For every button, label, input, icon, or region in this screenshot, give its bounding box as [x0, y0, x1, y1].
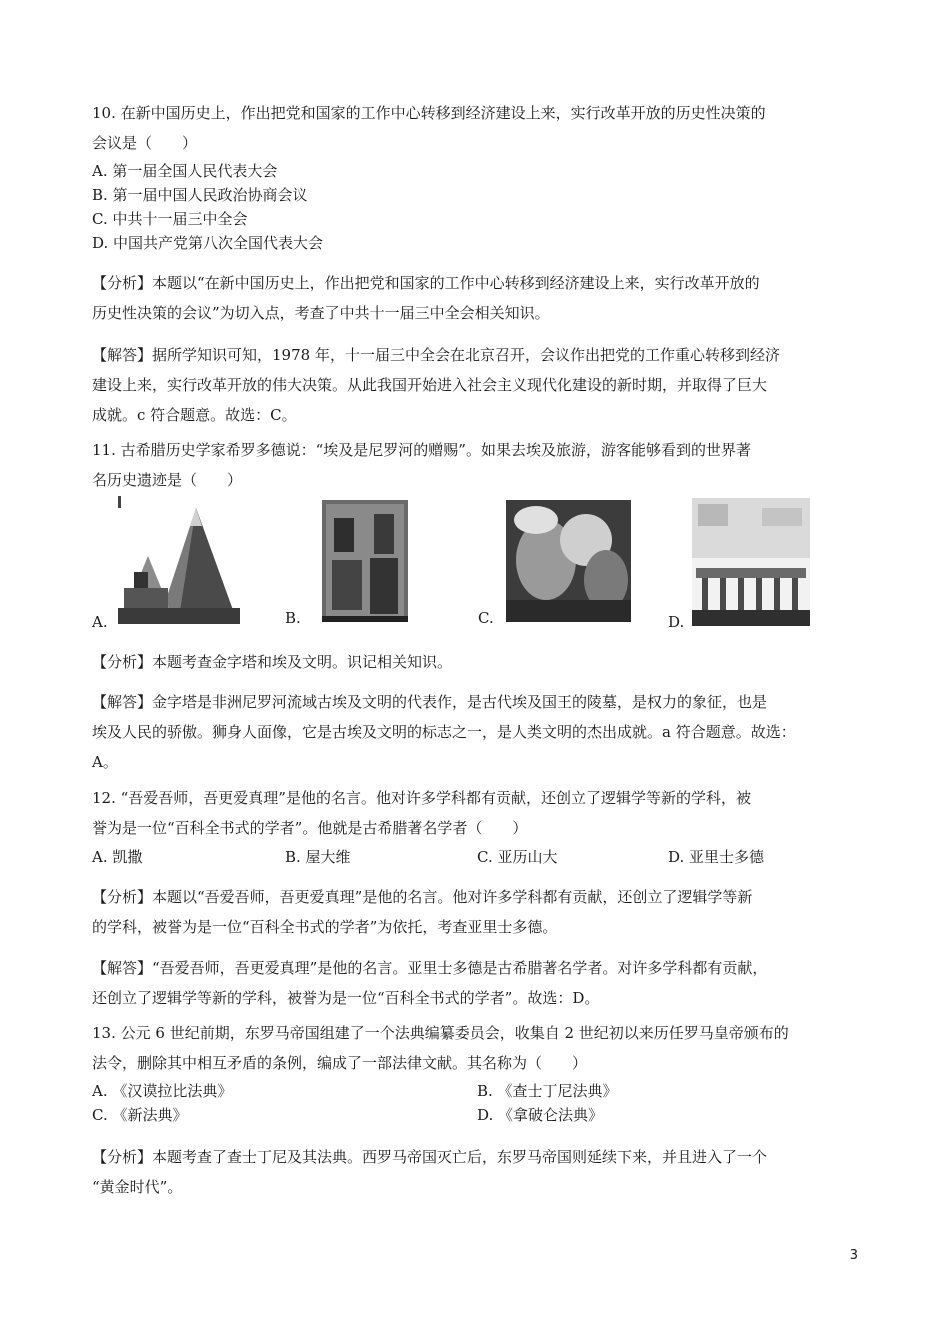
q11-figure-b-label: B. — [285, 609, 301, 627]
q12-answer-line: 【解答】“吾爱吾师，吾更爱真理”是他的名言。亚里士多德是古希腊著名学者。对许多学科都有贡献， — [92, 959, 768, 977]
q10-answer — [92, 340, 862, 430]
q12-analysis-line: 的学科，被誉为是一位“百科全书式的学者”为依托，考查亚里士多德。 — [92, 918, 558, 936]
pyramids-sphinx-photo — [118, 496, 240, 624]
q12-answer — [92, 953, 862, 1013]
q11-answer-line: A。 — [92, 753, 118, 771]
q10-answer-line: 【解答】据所学知识可知，1978 年，十一届三中全会在北京召开，会议作出把党的工作重心转移到经济 — [92, 346, 780, 364]
q13-analysis — [92, 1142, 862, 1202]
q11-answer-line: 【解答】金字塔是非洲尼罗河流域古埃及文明的代表作，是古代埃及国王的陵墓，是权力的象征，也是 — [92, 693, 768, 711]
q11-analysis-line: 【分析】本题考查金字塔和埃及文明。识记相关知识。 — [92, 653, 453, 671]
q12-option-c: C. 亚历山大 — [477, 848, 558, 866]
q10-option-b: B. 第一届中国人民政治协商会议 — [92, 186, 308, 204]
q10-answer-line: 建设上来，实行改革开放的伟大决策。从此我国开始进入社会主义现代化建设的新时期，并取得了巨大 — [92, 376, 768, 394]
q10-option-a: A. 第一届全国人民代表大会 — [92, 162, 278, 180]
page-number: 3 — [849, 1248, 858, 1263]
q13-option-a: A. 《汉谟拉比法典》 — [92, 1082, 233, 1100]
q11-figure-a-label: A. — [92, 613, 108, 631]
q13-stem-line: 13. 公元 6 世纪前期，东罗马帝国组建了一个法典编纂委员会，收集自 2 世纪初以来历任罗马皇帝颁布的 — [92, 1024, 789, 1042]
q11-analysis — [92, 647, 862, 677]
q10-option-c: C. 中共十一届三中全会 — [92, 210, 248, 228]
q10-stem-line: 10. 在新中国历史上，作出把党和国家的工作中心转移到经济建设上来，实行改革开放的历史性决策的 — [92, 104, 766, 122]
q12-stem — [92, 783, 862, 843]
q13-options-row2 — [92, 1103, 862, 1127]
q10-analysis-line: 【分析】本题以“在新中国历史上，作出把党和国家的工作中心转移到经济建设上来，实行改革开放的 — [92, 274, 760, 292]
q12-answer-line: 还创立了逻辑学等新的学科，被誉为是一位“百科全书式的学者”。故选：D。 — [92, 989, 600, 1007]
q12-options — [92, 845, 862, 869]
q10-stem — [92, 98, 862, 158]
q10-analysis-line: 历史性决策的会议”为切入点，考查了中共十一届三中全会相关知识。 — [92, 304, 550, 322]
temple-ruins-photo — [692, 498, 810, 626]
q12-option-b: B. 屋大维 — [285, 848, 351, 866]
stele-relief-photo — [322, 500, 408, 622]
q13-analysis-line: 【分析】本题考查了查士丁尼及其法典。西罗马帝国灭亡后，东罗马帝国则延续下来，并且进入了一个 — [92, 1148, 768, 1166]
q13-analysis-line: “黄金时代”。 — [92, 1178, 183, 1196]
q10-answer-line: 成就。c 符合题意。故选：C。 — [92, 406, 297, 424]
q11-figure-d-label: D. — [668, 613, 685, 631]
q10-option-d: D. 中国共产党第八次全国代表大会 — [92, 234, 324, 252]
q11-answer — [92, 687, 862, 777]
q11-stem — [92, 435, 862, 495]
q13-option-d: D. 《拿破仑法典》 — [477, 1106, 604, 1124]
q10-analysis — [92, 268, 862, 328]
q13-stem — [92, 1018, 862, 1078]
q13-option-c: C. 《新法典》 — [92, 1106, 188, 1124]
q13-stem-line: 法令，删除其中相互矛盾的条例，编成了一部法律文献。其名称为（ ） — [92, 1054, 588, 1072]
q12-option-d: D. 亚里士多德 — [668, 848, 765, 866]
q13-option-b: B. 《查士丁尼法典》 — [477, 1082, 618, 1100]
q10-options — [92, 159, 862, 255]
rock-carving-photo — [506, 500, 631, 622]
q12-analysis-line: 【分析】本题以“吾爱吾师，吾更爱真理”是他的名言。他对许多学科都有贡献，还创立了逻辑学等新 — [92, 888, 753, 906]
q13-options-row1 — [92, 1079, 862, 1103]
q12-option-a: A. 凯撒 — [92, 848, 143, 866]
q12-stem-line: 12. “吾爱吾师，吾更爱真理”是他的名言。他对许多学科都有贡献，还创立了逻辑学等新的学科，被 — [92, 789, 751, 807]
q11-figure-c-label: C. — [478, 609, 494, 627]
q12-analysis — [92, 882, 862, 942]
q11-answer-line: 埃及人民的骄傲。狮身人面像，它是古埃及文明的标志之一，是人类文明的杰出成就。a 符合题意。故选： — [92, 723, 796, 741]
q11-stem-line: 名历史遗迹是（ ） — [92, 471, 243, 489]
q12-stem-line: 誉为是一位“百科全书式的学者”。他就是古希腊著名学者（ ） — [92, 819, 528, 837]
q11-stem-line: 11. 古希腊历史学家希罗多德说：“埃及是尼罗河的赠赐”。如果去埃及旅游，游客能够看到的世界著 — [92, 441, 751, 459]
q10-stem-line: 会议是（ ） — [92, 134, 198, 152]
